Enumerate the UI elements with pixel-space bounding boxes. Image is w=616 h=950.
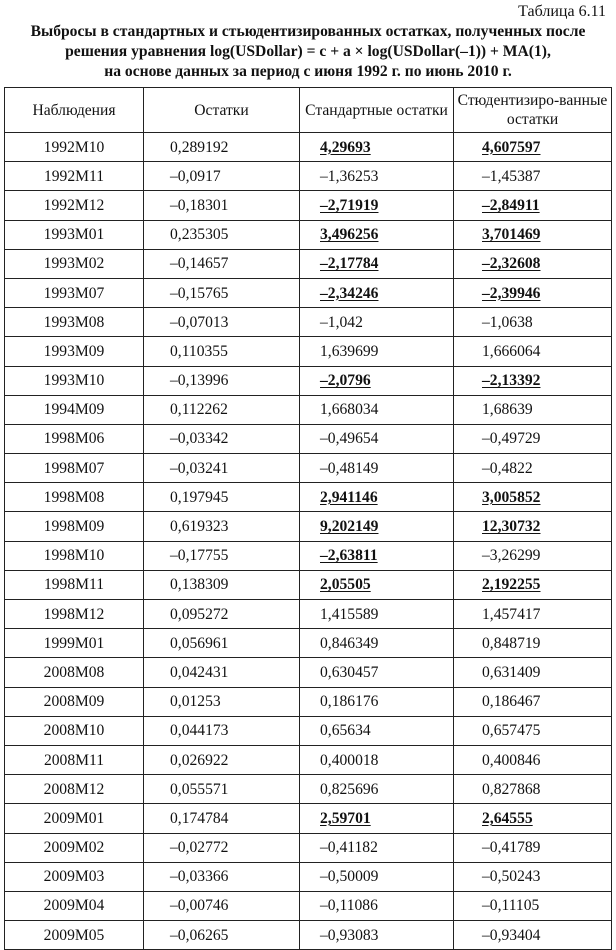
table-row — [5, 424, 612, 453]
cell-observation: 1998M12 — [5, 600, 144, 629]
cell-standard-residual: 0,846349 — [300, 629, 454, 658]
cell-residual: 0,055571 — [144, 775, 300, 804]
cell-observation: 1998M06 — [5, 424, 144, 453]
cell-observation: 2009M05 — [5, 921, 144, 950]
cell-standard-residual: –2,17784 — [300, 249, 454, 278]
cell-standard-residual: 4,29693 — [300, 133, 454, 162]
cell-standard-residual: –1,042 — [300, 308, 454, 337]
cell-residual: –0,14657 — [144, 249, 300, 278]
cell-residual: 0,174784 — [144, 804, 300, 833]
cell-residual: –0,07013 — [144, 308, 300, 337]
cell-studentized-residual: –1,45387 — [454, 162, 612, 191]
table-row — [5, 541, 612, 570]
table-row — [5, 220, 612, 249]
cell-standard-residual: –0,48149 — [300, 454, 454, 483]
table-row — [5, 512, 612, 541]
cell-studentized-residual: 0,631409 — [454, 658, 612, 687]
cell-studentized-residual: –2,84911 — [454, 191, 612, 220]
table-row — [5, 862, 612, 891]
cell-studentized-residual: 2,192255 — [454, 570, 612, 599]
table-row — [5, 308, 612, 337]
cell-residual: 0,138309 — [144, 570, 300, 599]
table-row — [5, 454, 612, 483]
table-body — [5, 133, 612, 950]
cell-studentized-residual: 2,64555 — [454, 804, 612, 833]
cell-residual: –0,00746 — [144, 891, 300, 920]
header-studentized-residuals: Стюдентизиро-ванные остатки — [454, 88, 612, 133]
cell-standard-residual: 0,65634 — [300, 716, 454, 745]
cell-residual: 0,112262 — [144, 395, 300, 424]
cell-residual: –0,13996 — [144, 366, 300, 395]
cell-residual: 0,044173 — [144, 716, 300, 745]
cell-standard-residual: 1,639699 — [300, 337, 454, 366]
cell-observation: 1992M11 — [5, 162, 144, 191]
cell-observation: 1999M01 — [5, 629, 144, 658]
table-row — [5, 921, 612, 950]
table-row — [5, 133, 612, 162]
cell-studentized-residual: –0,50243 — [454, 862, 612, 891]
table-row — [5, 483, 612, 512]
table-row — [5, 395, 612, 424]
cell-observation: 2009M04 — [5, 891, 144, 920]
caption-line-2: решения уравнения log(USDollar) = c + a × log(USDollar(–1)) + MA(1), — [65, 43, 551, 60]
caption-line-3: на основе данных за период с июня 1992 г. по июнь 2010 г. — [104, 63, 512, 80]
cell-observation: 1998M08 — [5, 483, 144, 512]
table-row — [5, 278, 612, 307]
cell-studentized-residual: 3,701469 — [454, 220, 612, 249]
table-row — [5, 745, 612, 774]
cell-standard-residual: 2,05505 — [300, 570, 454, 599]
cell-standard-residual: 2,59701 — [300, 804, 454, 833]
cell-studentized-residual: –3,26299 — [454, 541, 612, 570]
cell-residual: –0,06265 — [144, 921, 300, 950]
cell-residual: –0,17755 — [144, 541, 300, 570]
cell-residual: 0,042431 — [144, 658, 300, 687]
table-row — [5, 366, 612, 395]
table-caption — [4, 22, 612, 82]
cell-residual: –0,03366 — [144, 862, 300, 891]
cell-studentized-residual: –0,93404 — [454, 921, 612, 950]
cell-standard-residual: –2,34246 — [300, 278, 454, 307]
cell-standard-residual: 0,630457 — [300, 658, 454, 687]
table-row — [5, 833, 612, 862]
cell-standard-residual: 1,415589 — [300, 600, 454, 629]
cell-observation: 2009M02 — [5, 833, 144, 862]
cell-observation: 1992M12 — [5, 191, 144, 220]
cell-residual: 0,056961 — [144, 629, 300, 658]
table-row — [5, 775, 612, 804]
table-row — [5, 629, 612, 658]
cell-observation: 1992M10 — [5, 133, 144, 162]
cell-studentized-residual: –1,0638 — [454, 308, 612, 337]
cell-observation: 1993M01 — [5, 220, 144, 249]
cell-studentized-residual: 0,657475 — [454, 716, 612, 745]
cell-standard-residual: –2,0796 — [300, 366, 454, 395]
cell-studentized-residual: –0,11105 — [454, 891, 612, 920]
cell-observation: 1993M02 — [5, 249, 144, 278]
cell-observation: 2008M08 — [5, 658, 144, 687]
table-row — [5, 191, 612, 220]
cell-standard-residual: 9,202149 — [300, 512, 454, 541]
table-row — [5, 570, 612, 599]
cell-observation: 1993M10 — [5, 366, 144, 395]
cell-observation: 1998M07 — [5, 454, 144, 483]
cell-residual: –0,03342 — [144, 424, 300, 453]
cell-standard-residual: –0,93083 — [300, 921, 454, 950]
cell-studentized-residual: 1,68639 — [454, 395, 612, 424]
cell-observation: 2008M11 — [5, 745, 144, 774]
cell-residual: 0,235305 — [144, 220, 300, 249]
table-row — [5, 162, 612, 191]
cell-observation: 1998M11 — [5, 570, 144, 599]
cell-studentized-residual: 0,848719 — [454, 629, 612, 658]
cell-standard-residual: 2,941146 — [300, 483, 454, 512]
cell-observation: 2008M09 — [5, 687, 144, 716]
cell-observation: 2009M01 — [5, 804, 144, 833]
cell-studentized-residual: 0,400846 — [454, 745, 612, 774]
cell-studentized-residual: –2,32608 — [454, 249, 612, 278]
cell-studentized-residual: –2,13392 — [454, 366, 612, 395]
table-row — [5, 600, 612, 629]
cell-studentized-residual: –0,41789 — [454, 833, 612, 862]
cell-residual: –0,02772 — [144, 833, 300, 862]
cell-studentized-residual: –0,4822 — [454, 454, 612, 483]
table-row — [5, 687, 612, 716]
cell-standard-residual: –0,11086 — [300, 891, 454, 920]
cell-standard-residual: –1,36253 — [300, 162, 454, 191]
cell-standard-residual: –2,63811 — [300, 541, 454, 570]
table-row — [5, 891, 612, 920]
table-row — [5, 337, 612, 366]
cell-studentized-residual: 3,005852 — [454, 483, 612, 512]
cell-observation: 2008M12 — [5, 775, 144, 804]
cell-observation: 1993M08 — [5, 308, 144, 337]
table-number: Таблица 6.11 — [518, 3, 606, 20]
cell-residual: 0,01253 — [144, 687, 300, 716]
table-row — [5, 804, 612, 833]
cell-studentized-residual: 4,607597 — [454, 133, 612, 162]
table-row — [5, 249, 612, 278]
cell-standard-residual: 0,400018 — [300, 745, 454, 774]
cell-standard-residual: –2,71919 — [300, 191, 454, 220]
cell-studentized-residual: –0,49729 — [454, 424, 612, 453]
cell-residual: 0,197945 — [144, 483, 300, 512]
cell-studentized-residual: –2,39946 — [454, 278, 612, 307]
cell-studentized-residual: 1,666064 — [454, 337, 612, 366]
cell-standard-residual: 0,186176 — [300, 687, 454, 716]
cell-observation: 1994M09 — [5, 395, 144, 424]
cell-residual: –0,15765 — [144, 278, 300, 307]
cell-observation: 1998M10 — [5, 541, 144, 570]
outliers-table — [4, 87, 612, 950]
table-header-row — [5, 88, 612, 133]
cell-standard-residual: 1,668034 — [300, 395, 454, 424]
cell-observation: 2009M03 — [5, 862, 144, 891]
cell-observation: 1993M09 — [5, 337, 144, 366]
cell-studentized-residual: 0,827868 — [454, 775, 612, 804]
table-row — [5, 658, 612, 687]
cell-observation: 1993M07 — [5, 278, 144, 307]
cell-residual: –0,03241 — [144, 454, 300, 483]
cell-studentized-residual: 0,186467 — [454, 687, 612, 716]
cell-standard-residual: –0,41182 — [300, 833, 454, 862]
cell-standard-residual: –0,50009 — [300, 862, 454, 891]
cell-residual: 0,095272 — [144, 600, 300, 629]
cell-studentized-residual: 1,457417 — [454, 600, 612, 629]
cell-standard-residual: 0,825696 — [300, 775, 454, 804]
cell-studentized-residual: 12,30732 — [454, 512, 612, 541]
cell-residual: –0,18301 — [144, 191, 300, 220]
cell-standard-residual: 3,496256 — [300, 220, 454, 249]
cell-standard-residual: –0,49654 — [300, 424, 454, 453]
cell-observation: 1998M09 — [5, 512, 144, 541]
cell-residual: 0,619323 — [144, 512, 300, 541]
caption-line-1: Выбросы в стандартных и стьюдентизированных остатках, полученных после — [30, 23, 586, 40]
header-observations: Наблюдения — [5, 88, 144, 133]
header-standard-residuals: Стандартные остатки — [300, 88, 454, 133]
table-row — [5, 716, 612, 745]
cell-residual: –0,0917 — [144, 162, 300, 191]
cell-residual: 0,110355 — [144, 337, 300, 366]
cell-residual: 0,289192 — [144, 133, 300, 162]
header-residuals: Остатки — [144, 88, 300, 133]
cell-residual: 0,026922 — [144, 745, 300, 774]
cell-observation: 2008M10 — [5, 716, 144, 745]
